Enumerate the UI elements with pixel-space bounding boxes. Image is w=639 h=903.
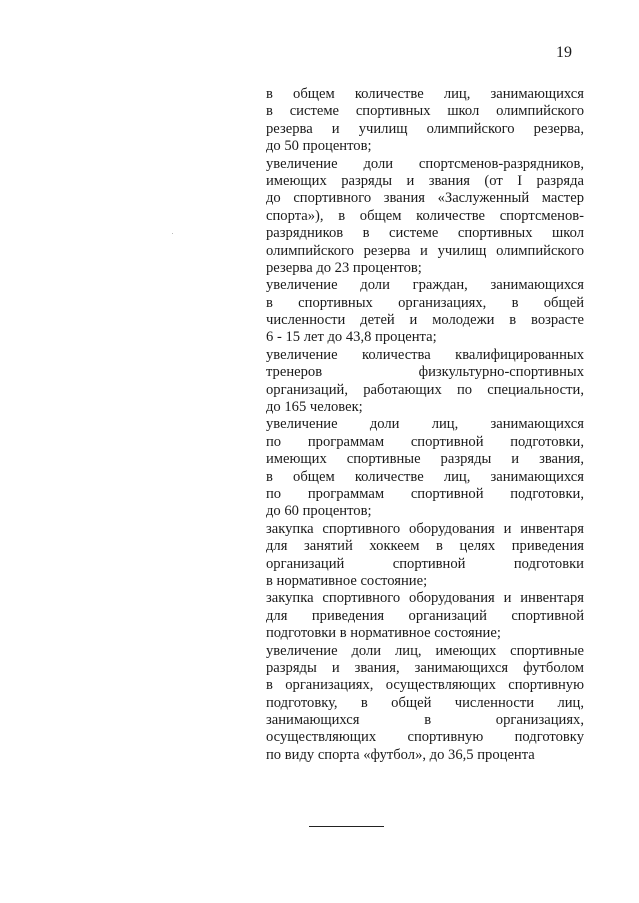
text-line: осуществляющих спортивную подготовку: [266, 729, 584, 746]
text-line: увеличение доли спортсменов-разрядников,: [266, 155, 584, 172]
text-line: в общем количестве лиц, занимающихся: [266, 86, 584, 102]
margin-speck: [172, 233, 173, 234]
text-line: 6 - 15 лет до 43,8 процента;: [266, 329, 437, 346]
text-line: организаций, работающих по специальности,: [266, 381, 584, 398]
text-line: занимающихся в организациях,: [266, 712, 584, 729]
text-line: по виду спорта «футбол», до 36,5 процента: [266, 746, 535, 763]
text-line: увеличение доли граждан, занимающихся: [266, 277, 584, 294]
text-line: по программам спортивной подготовки,: [266, 485, 584, 502]
text-line: в нормативное состояние;: [266, 572, 428, 589]
text-line: резерва и училищ олимпийского резерва,: [266, 120, 584, 137]
text-line: в организациях, осуществляющих спортивную: [266, 677, 584, 694]
text-line: тренеров физкультурно-спортивных: [266, 364, 584, 381]
text-line: в общем количестве лиц, занимающихся: [266, 468, 584, 485]
text-line: подготовки в нормативное состояние;: [266, 625, 501, 642]
body-text: [266, 86, 584, 764]
text-line: закупка спортивного оборудования и инвентаря: [266, 520, 584, 537]
page-number: 19: [556, 44, 572, 61]
text-line: для приведения организаций спортивной: [266, 607, 584, 624]
text-line: спорта»), в общем количестве спортсменов-: [266, 207, 584, 224]
text-line: резерва до 23 процентов;: [266, 259, 422, 276]
text-line: до 165 человек;: [266, 399, 363, 416]
footer-rule: [309, 826, 384, 827]
text-line: до спортивного звания «Заслуженный мастер: [266, 190, 584, 207]
text-line: в системе спортивных школ олимпийского: [266, 103, 584, 120]
text-line: разрядников в системе спортивных школ: [266, 225, 584, 242]
text-line: закупка спортивного оборудования и инвентаря: [266, 590, 584, 607]
text-line: разряды и звания, занимающихся футболом: [266, 659, 584, 676]
text-line: увеличение количества квалифицированных: [266, 346, 584, 363]
text-line: имеющих разряды и звания (от I разряда: [266, 172, 584, 189]
text-line: организаций спортивной подготовки: [266, 555, 584, 572]
text-line: имеющих спортивные разряды и звания,: [266, 451, 584, 468]
text-line: в спортивных организациях, в общей: [266, 294, 584, 311]
text-line: подготовку, в общей численности лиц,: [266, 694, 584, 711]
text-line: численности детей и молодежи в возрасте: [266, 312, 584, 329]
text-line: по программам спортивной подготовки,: [266, 433, 584, 450]
text-line: увеличение доли лиц, имеющих спортивные: [266, 642, 584, 659]
text-line: олимпийского резерва и училищ олимпийского: [266, 242, 584, 259]
text-line: до 50 процентов;: [266, 138, 372, 155]
text-line: до 60 процентов;: [266, 503, 372, 520]
text-line: увеличение доли лиц, занимающихся: [266, 416, 584, 433]
text-line: для занятий хоккеем в целях приведения: [266, 538, 584, 555]
